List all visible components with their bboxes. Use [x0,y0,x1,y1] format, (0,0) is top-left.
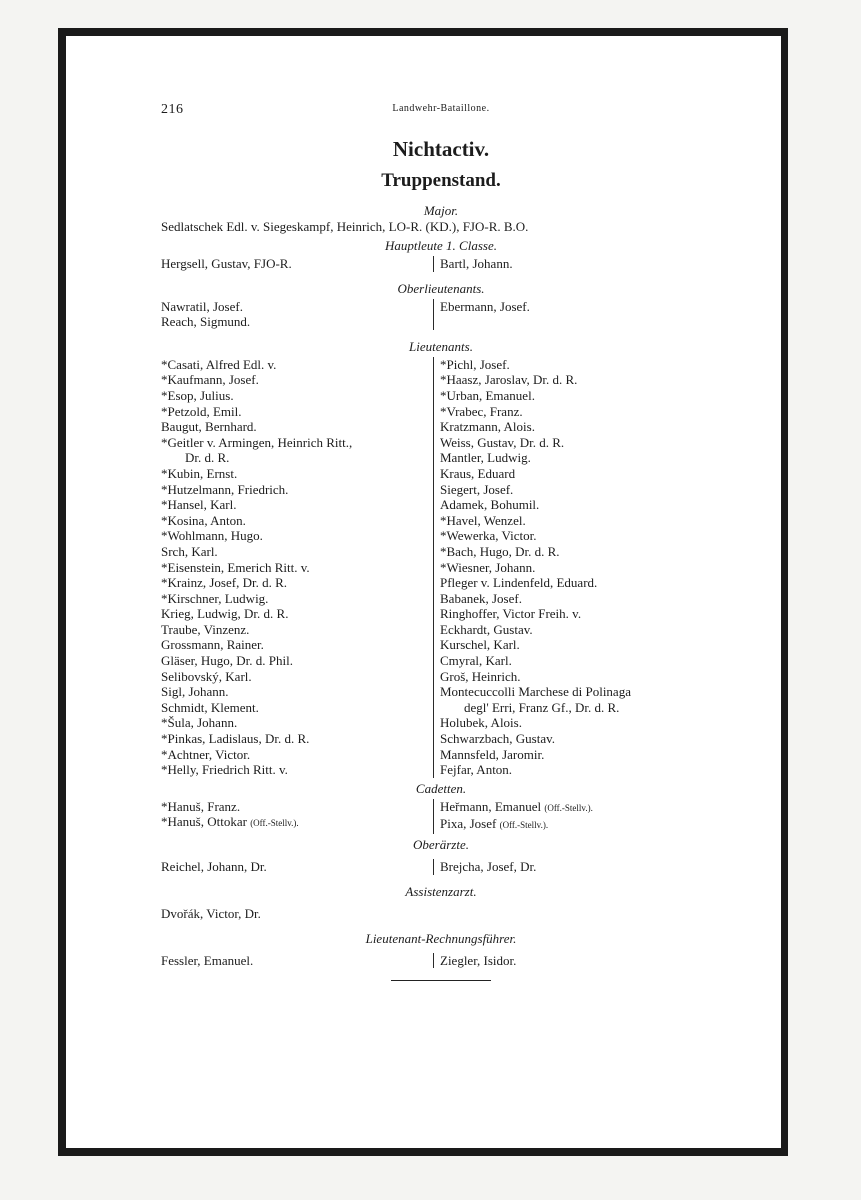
list-item: *Wewerka, Victor. [440,528,537,544]
column-right [433,299,721,330]
list-item: Reach, Sigmund. [161,314,251,330]
list-item: Grossmann, Rainer. [161,637,264,653]
list-item: Traube, Vinzenz. [161,621,250,637]
list-item: *Hutzelmann, Friedrich. [161,481,289,497]
list-item: Fessler, Emanuel. [161,952,254,968]
list-oberaerzte [161,859,721,875]
list-item: Ringhoffer, Victor Freih. v. [440,606,582,622]
column-left [161,859,433,875]
column-left [161,256,433,272]
list-item: *Kubin, Ernst. [161,465,238,481]
list-item: Cmyral, Karl. [440,653,512,669]
list-item: *Krainz, Josef, Dr. d. R. [161,575,288,591]
list-item: *Wiesner, Johann. [440,559,536,575]
list-item: Groš, Heinrich. [440,668,521,684]
list-item: Holubek, Alois. [440,715,522,731]
section-title-rechnungsfuehrer: Lieutenant-Rechnungsführer. [365,930,517,946]
list-item: Kurschel, Karl. [440,637,520,653]
list-item: Nawratil, Josef. [161,298,243,314]
list-item: Fejfar, Anton. [440,762,513,778]
list-item: Sigl, Johann. [161,684,229,700]
list-item: Baugut, Bernhard. [161,419,257,435]
list-item: *Petzold, Emil. [161,403,242,419]
entry-major: Sedlatschek Edl. v. Siegeskampf, Heinrich, LO-R. (KD.), FJO-R. B.O. [161,219,529,234]
list-item-continuation: Dr. d. R. [185,450,230,466]
list-item: *Geitler v. Armingen, Heinrich Ritt., [161,434,353,450]
section-title-cadetten: Cadetten. [415,780,467,796]
section-title-oberlieutenants: Oberlieutenants. [397,280,485,296]
list-item: Adamek, Bohumil. [440,497,540,513]
list-oberlieutenants [161,299,721,330]
list-item: *Eisenstein, Emerich Ritt. v. [161,559,310,575]
list-item: Reichel, Johann, Dr. [161,859,267,874]
list-item [161,799,433,815]
list-item: *Haasz, Jaroslav, Dr. d. R. [440,372,578,388]
list-item: Schwarzbach, Gustav. [440,731,556,747]
list-item: Siegert, Josef. [440,481,514,497]
section-title-oberaerzte: Oberärzte. [413,837,469,852]
list-item: *Kosina, Anton. [161,512,246,528]
list-lieutenants [161,357,721,778]
list-item: Ziegler, Isidor. [440,952,517,968]
list-item: Hergsell, Gustav, FJO-R. [161,256,292,271]
list-item: Kratzmann, Alois. [440,419,535,435]
column-right [433,859,721,875]
list-item: *Wohlmann, Hugo. [161,528,263,544]
column-left [161,799,433,834]
list-hauptleute [161,256,721,272]
entry-name: Pixa, Josef [440,816,497,832]
list-item [440,816,721,834]
list-item: Montecuccolli Marchese di Polinaga [440,684,631,700]
entry-name: *Hanuš, Ottokar [161,814,247,830]
page-title: Nichtactiv. [392,137,490,161]
entry-note: (Off.-Stellv.). [250,818,299,829]
book-page [66,36,781,1148]
list-item: Babanek, Josef. [440,590,522,606]
section-title-assistenzarzt: Assistenzarzt. [405,883,477,899]
list-item: Weiss, Gustav, Dr. d. R. [440,434,565,450]
list-item: Gläser, Hugo, Dr. d. Phil. [161,653,293,669]
list-item: Bartl, Johann. [440,256,513,271]
list-item: Mannsfeld, Jaromir. [440,746,545,762]
list-item: Mantler, Ludwig. [440,450,531,466]
list-item: *Helly, Friedrich Ritt. v. [161,762,288,778]
list-item: *Vrabec, Franz. [440,403,523,419]
column-right [433,256,721,272]
list-item: *Kirschner, Ludwig. [161,590,269,606]
column-right [433,799,721,834]
page-subtitle: Truppenstand. [381,170,501,191]
list-item: *Casati, Alfred Edl. v. [161,356,277,372]
list-item: *Pichl, Josef. [440,356,510,372]
section-title-hauptleute: Hauptleute 1. Classe. [385,238,497,253]
column-left [161,299,433,330]
list-item: Selibovský, Karl. [161,668,252,684]
list-item: Pfleger v. Lindenfeld, Eduard. [440,575,598,591]
section-title-major: Major. [423,203,459,218]
list-item: Schmidt, Klement. [161,699,259,715]
entry-assistenzarzt: Dvořák, Victor, Dr. [161,905,261,921]
list-item: *Havel, Wenzel. [440,512,526,528]
running-header [161,102,721,122]
list-item: *Pinkas, Ladislaus, Dr. d. R. [161,731,310,747]
list-item [440,799,721,817]
running-title: Landwehr-Bataillone. [392,103,490,114]
list-cadetten [161,799,721,834]
page-number: 216 [161,102,184,117]
column-right [433,953,721,969]
entry-name: *Hanuš, Franz. [161,798,241,814]
entry-name: Heřmann, Emanuel [440,798,542,814]
page-content [161,102,721,981]
list-item: *Šula, Johann. [161,715,238,731]
list-item: *Urban, Emanuel. [440,387,535,403]
list-item: Kraus, Eduard [440,465,516,481]
closing-rule [391,980,491,981]
list-item: Srch, Karl. [161,543,218,559]
list-rechnungsfuehrer [161,953,721,969]
list-item: *Esop, Julius. [161,387,234,403]
entry-note: (Off.-Stellv.). [544,802,593,813]
list-item: Ebermann, Josef. [440,298,530,314]
list-item: *Bach, Hugo, Dr. d. R. [440,543,560,559]
section-title-lieutenants: Lieutenants. [409,338,473,354]
list-item: *Kaufmann, Josef. [161,372,259,388]
list-item: Brejcha, Josef, Dr. [440,859,537,874]
list-item [161,814,433,832]
list-item: Krieg, Ludwig, Dr. d. R. [161,606,289,622]
list-item: *Hansel, Karl. [161,497,237,513]
list-item: Eckhardt, Gustav. [440,621,533,637]
column-left [161,953,433,969]
column-left [161,357,433,778]
entry-note: (Off.-Stellv.). [499,820,549,831]
column-right [433,357,721,778]
list-item-continuation: degl' Erri, Franz Gf., Dr. d. R. [464,699,620,715]
list-item: *Achtner, Victor. [161,746,251,762]
